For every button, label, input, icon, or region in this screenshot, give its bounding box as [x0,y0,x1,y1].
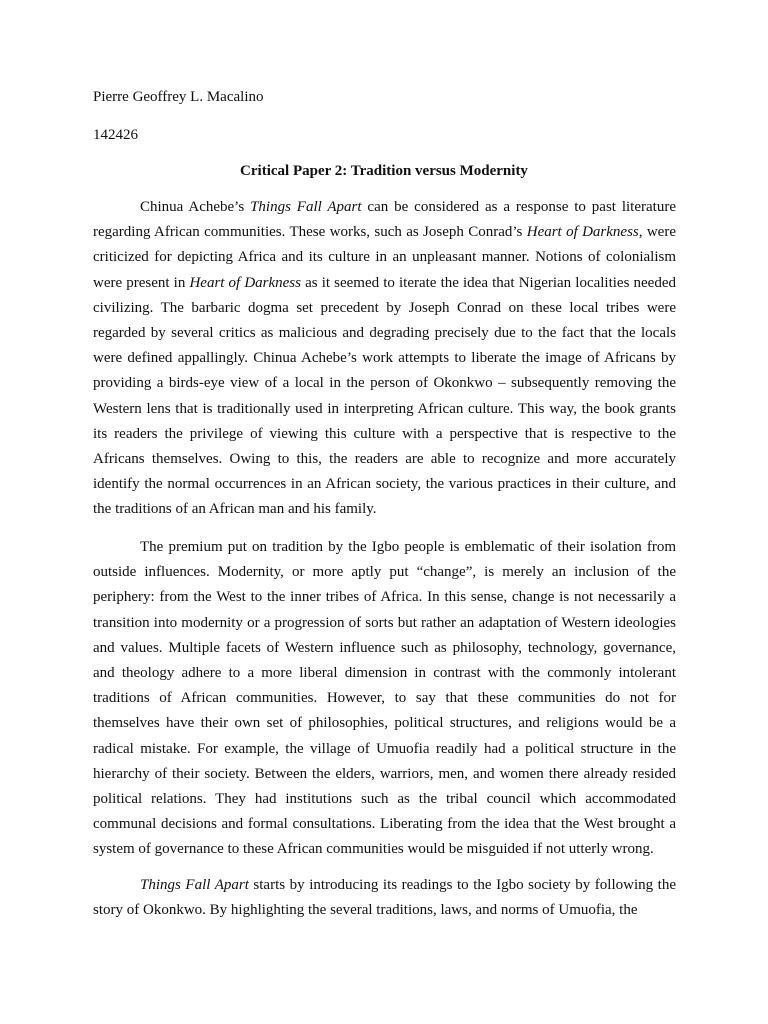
paragraph-2 [93,535,676,863]
book-title-heart-of-darkness: Heart of Darkness [189,274,301,291]
paper-title: Critical Paper 2: Tradition versus Modernity [240,163,528,179]
text-segment: The premium put on tradition by the Igbo people is emblematic of their isolation from outside influences. Modernity, or more aptly put “change”, is merely an inclusion of the periphery: from the West to the inner tribes of Africa. In this sense, change is not necessarily a transition into modernity or a progression of sorts but rather an adaptation of Western ideologies and values. Multiple facets of Western influence such as philosophy, technology, governance, and theology adhere to a more liberal dimension in contrast with the commonly intolerant traditions of African communities. However, to say that these communities do not for themselves have their own set of philosophies, political structures, and religions would be a radical mistake. For example, the village of Umuofia readily had a political structure in the hierarchy of their society. Between the elders, warriors, men, and women there already resided political relations. They had institutions such as the tribal council which accommodated communal decisions and formal consultations. Liberating from the idea that the West brought a system of governance to these African communities would be misguided if not utterly wrong. [93,539,676,858]
text-segment: , were criticized for depicting Africa and its culture in an unpleasant manner. Notions of colonialism were present in [93,224,676,291]
student-id: 142426 [93,127,138,143]
text-segment: can be considered as a response to past literature regarding African communities. These works, such as Joseph Conrad’s [93,199,676,241]
book-title-things-fall-apart: Things Fall Apart [140,877,249,893]
paragraph-3 [93,873,676,923]
book-title-things-fall-apart: Things Fall Apart [250,199,362,215]
text-segment: starts by introducing its readings to the Igbo society by following the story of Okonkwo. By highlighting the several traditions, laws, and norms of Umuofia, the [93,877,676,919]
text-segment: Chinua Achebe’s [140,199,251,215]
text-segment: as it seemed to iterate the idea that Nigerian localities needed civilizing. The barbaric dogma set precedent by Joseph Conrad on these local tribes were regarded by several critics as malicious and degrading precisely due to the fact that the locals were defined appallingly. Chinua Achebe’s work attempts to liberate the image of Africans by providing a birds-eye view of a local in the person of Okonkwo – subsequently removing the Western lens that is traditionally used in interpreting African culture. This way, the book grants its readers the privilege of viewing this culture with a perspective that is respective to the Africans themselves. Owing to this, the readers are able to recognize and more accurately identify the normal occurrences in an African society, the various practices in their culture, and the traditions of an African man and his family. [93,274,676,518]
author-name: Pierre Geoffrey L. Macalino [93,89,264,105]
paragraph-1 [93,195,676,523]
book-title-heart-of-darkness: Heart of Darkness [526,224,639,241]
